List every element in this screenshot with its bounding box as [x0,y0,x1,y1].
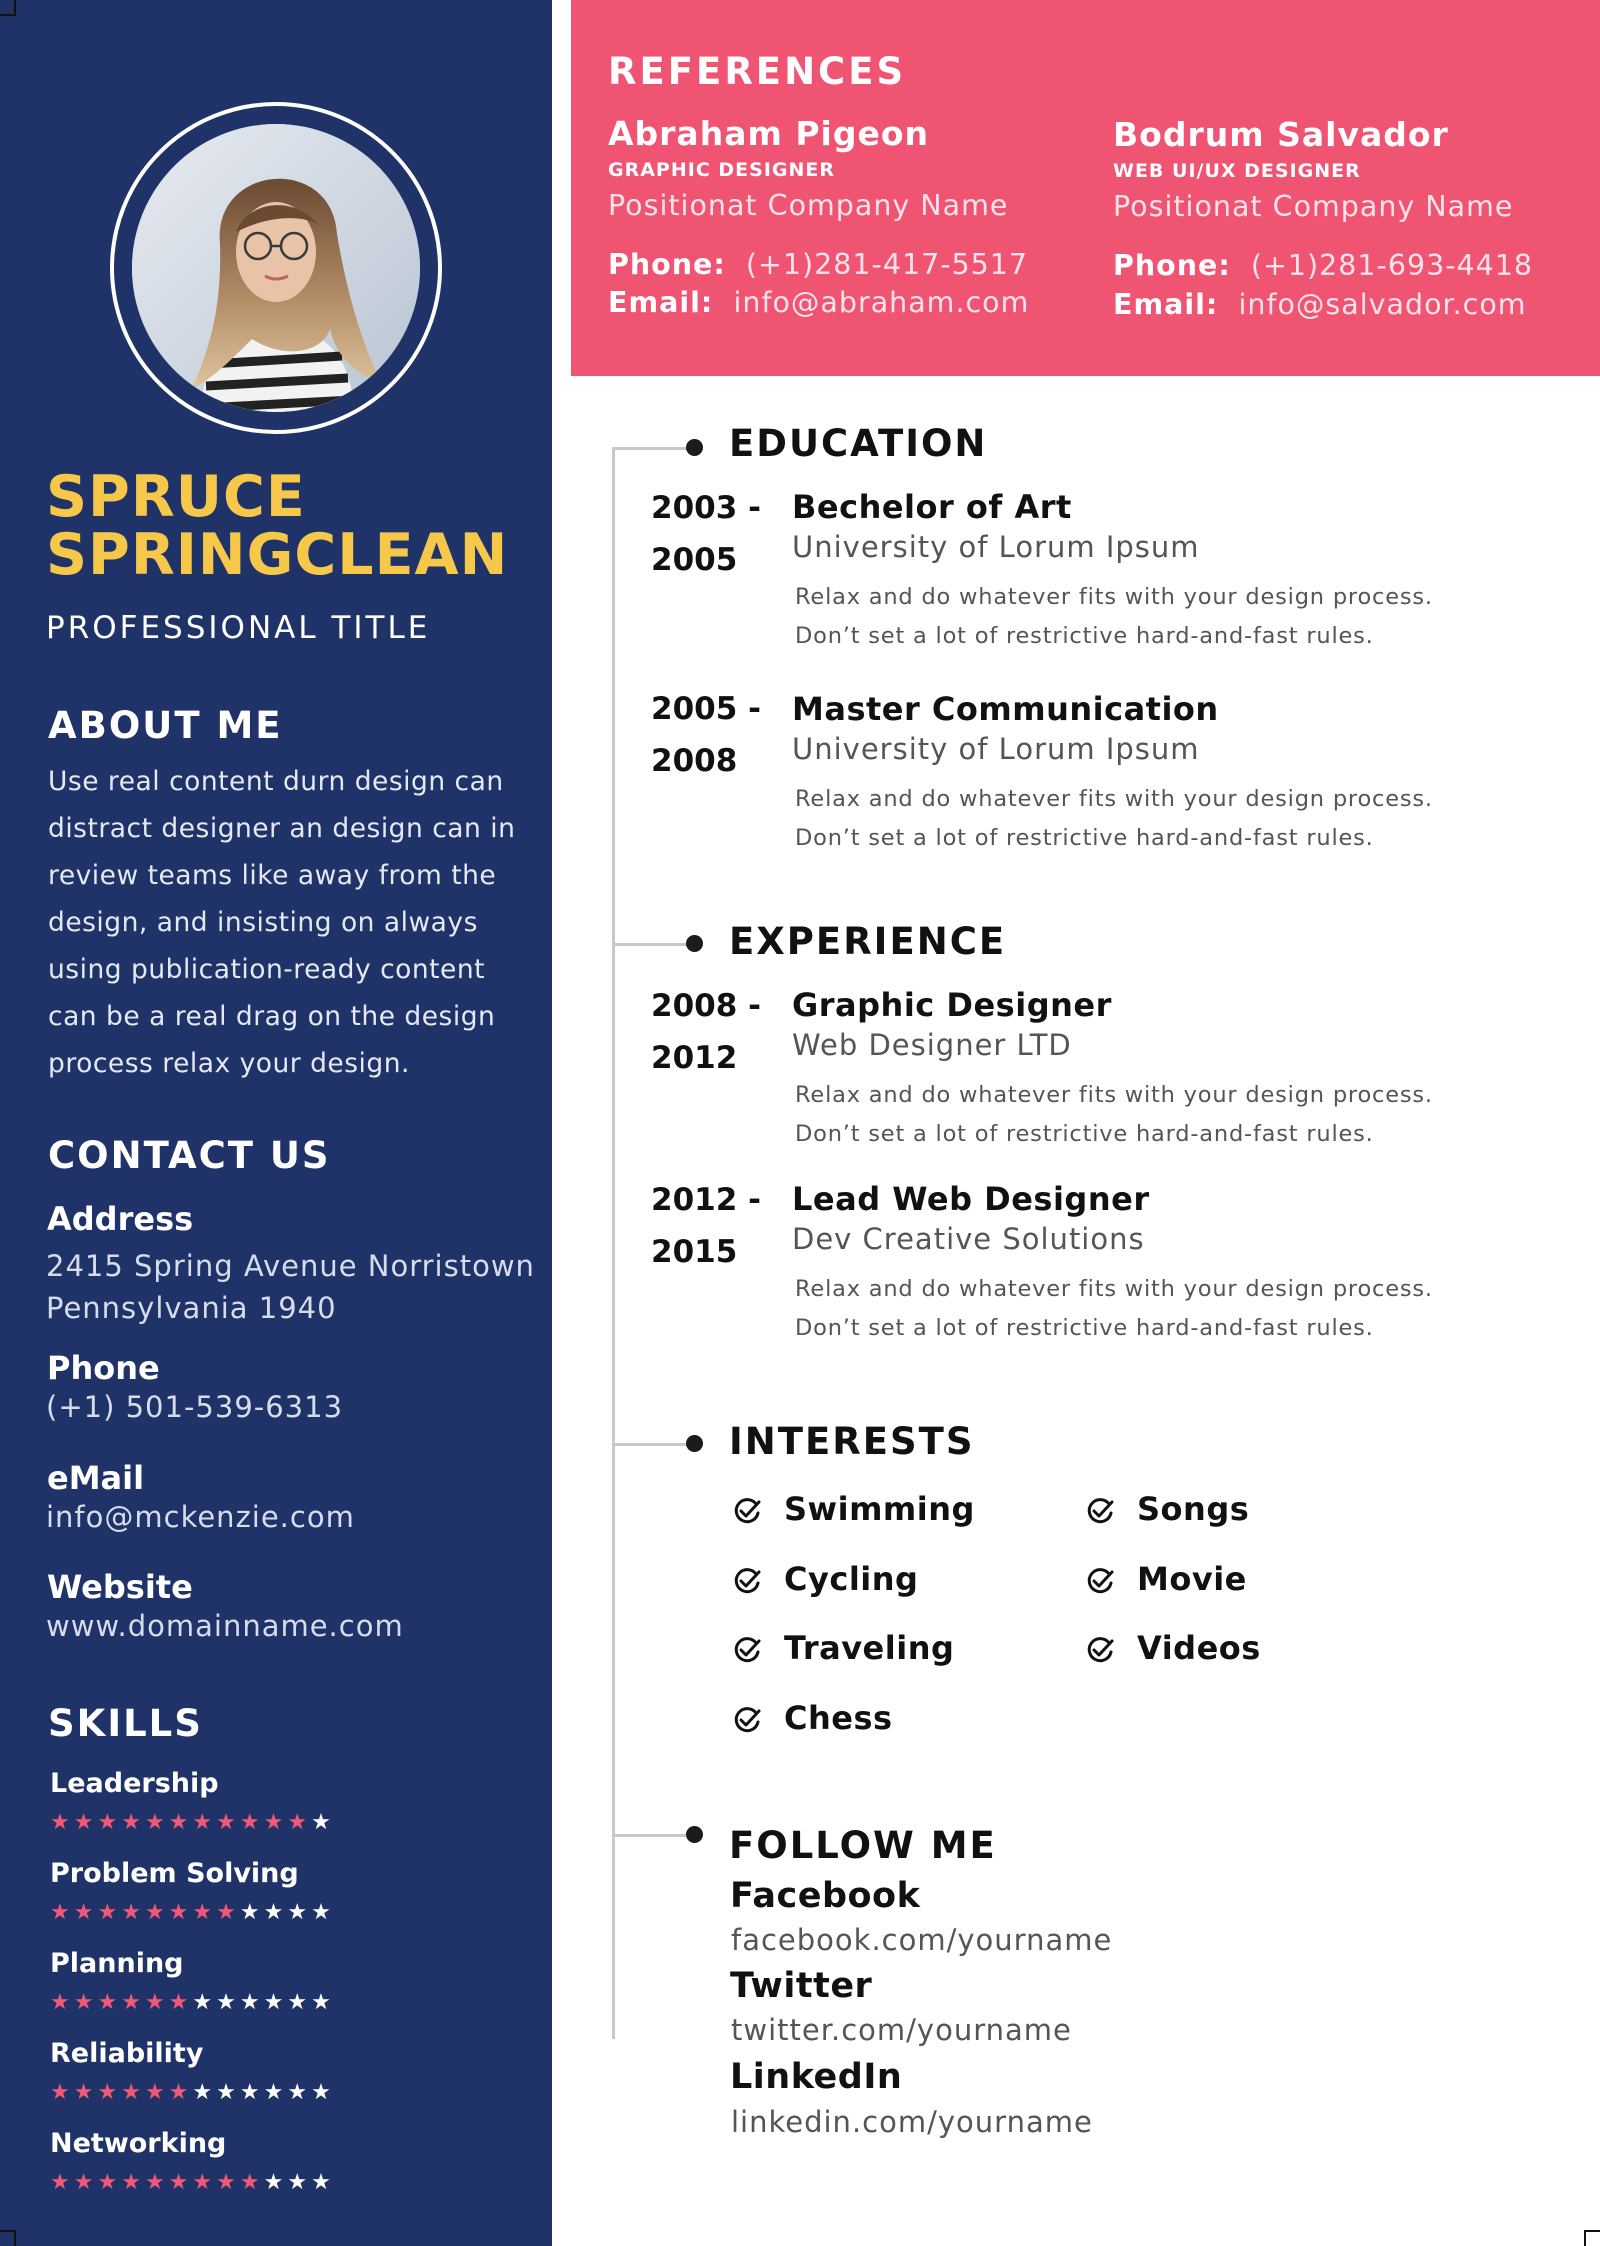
skill-rating-stars [50,1990,335,2015]
skill-label: Leadership [50,1768,219,1799]
star-filled-icon: ★ [121,1810,145,1835]
reference-phone-value: (+1)281-693-4418 [1250,249,1534,282]
star-filled-icon: ★ [263,1810,288,1835]
education-years [651,683,761,787]
education-school: University of Lorum Ipsum [792,530,1200,564]
sidebar [0,0,552,2246]
about-line: can be a real drag on the design [48,1001,496,1032]
profile-name-line1: SPRUCE [46,464,306,530]
star-empty-icon: ★ [311,1990,335,2015]
star-filled-icon: ★ [216,2170,240,2195]
skill-label: Reliability [50,2038,204,2069]
star-empty-icon: ★ [239,1900,264,1925]
year-start: 2005 - [651,691,761,727]
about-line: process relax your design. [48,1048,410,1079]
reference-name: Abraham Pigeon [608,114,930,153]
phone-label: Phone [47,1349,160,1387]
star-filled-icon: ★ [239,2170,264,2195]
follow-heading: FOLLOW ME [729,1824,997,1867]
reference-company: Positionat Company Name [608,189,1009,222]
description-line: Relax and do whatever fits with your design process. [795,1082,1433,1108]
year-start: 2012 - [651,1182,761,1218]
reference-email [608,286,1029,319]
reference-phone-label: Phone: [1113,249,1231,282]
timeline-branch [612,447,694,450]
about-line: using publication-ready content [48,954,486,985]
reference-email-value[interactable]: info@abraham.com [733,286,1030,319]
reference-email [1113,288,1527,321]
check-badge-icon [1085,1496,1115,1526]
experience-years [651,980,761,1084]
description-line: Don’t set a lot of restrictive hard-and-fast rules. [795,1315,1374,1341]
star-empty-icon: ★ [287,2080,312,2105]
about-line: review teams like away from the [48,860,497,891]
check-badge-icon [732,1635,762,1665]
reference-role: GRAPHIC DESIGNER [608,159,835,181]
star-filled-icon: ★ [192,2170,217,2195]
star-filled-icon: ★ [121,1990,145,2015]
avatar-ring [110,102,442,434]
star-empty-icon: ★ [263,1900,288,1925]
star-filled-icon: ★ [50,1990,74,2015]
skill-label: Problem Solving [50,1858,299,1889]
reference-email-value[interactable]: info@salvador.com [1238,288,1527,321]
social-name: Facebook [730,1876,921,1916]
education-heading: EDUCATION [729,422,988,465]
year-start: 2003 - [651,490,761,526]
description-line: Don’t set a lot of restrictive hard-and-fast rules. [795,825,1374,851]
timeline-branch [612,943,694,946]
social-url[interactable]: linkedin.com/yourname [731,2105,1093,2139]
star-empty-icon: ★ [216,2080,240,2105]
references-heading: REFERENCES [608,50,907,93]
skill-rating-stars [50,2170,335,2195]
social-url[interactable]: facebook.com/yourname [731,1923,1113,1957]
contact-heading: CONTACT US [48,1134,331,1177]
about-text [48,758,528,1087]
experience-heading: EXPERIENCE [729,920,1007,963]
star-empty-icon: ★ [287,2170,312,2195]
address-value [46,1245,535,1329]
year-start: 2008 - [651,988,761,1024]
timeline-line [612,447,615,2039]
experience-years [651,1174,761,1278]
star-filled-icon: ★ [168,1810,193,1835]
interest-label: Videos [1137,1629,1261,1667]
reference-phone-label: Phone: [608,248,726,281]
phone-value: (+1) 501-539-6313 [46,1390,344,1424]
star-empty-icon: ★ [192,1990,217,2015]
interest-label: Traveling [784,1629,955,1667]
check-badge-icon [732,1496,762,1526]
star-filled-icon: ★ [216,1900,240,1925]
star-empty-icon: ★ [311,1810,335,1835]
star-empty-icon: ★ [239,1990,264,2015]
timeline-dot-icon [686,439,703,456]
check-badge-icon [732,1705,762,1735]
timeline-dot-icon [686,1435,703,1452]
star-filled-icon: ★ [144,2080,169,2105]
about-line: design, and insisting on always [48,907,478,938]
star-filled-icon: ★ [168,2170,193,2195]
year-end: 2008 [651,743,738,779]
interests-heading: INTERESTS [729,1420,975,1463]
star-filled-icon: ★ [50,1810,74,1835]
star-filled-icon: ★ [168,1990,193,2015]
reference-name: Bodrum Salvador [1113,115,1449,154]
star-empty-icon: ★ [263,2170,288,2195]
social-name: Twitter [730,1966,873,2006]
check-badge-icon [732,1566,762,1596]
star-filled-icon: ★ [121,2170,145,2195]
reference-phone [608,248,1028,281]
star-filled-icon: ★ [239,1810,264,1835]
experience-title: Lead Web Designer [792,1180,1150,1218]
education-years [651,482,761,586]
description-line: Don’t set a lot of restrictive hard-and-fast rules. [795,1121,1374,1147]
description-line: Relax and do whatever fits with your design process. [795,584,1433,610]
star-filled-icon: ★ [97,1900,122,1925]
star-filled-icon: ★ [216,1810,240,1835]
star-empty-icon: ★ [263,2080,288,2105]
social-name: LinkedIn [730,2057,903,2097]
skill-rating-stars [50,1810,335,1835]
star-empty-icon: ★ [239,2080,264,2105]
star-empty-icon: ★ [287,1990,312,2015]
crop-mark-bottom-right [1584,2230,1600,2246]
star-filled-icon: ★ [192,1810,217,1835]
timeline-branch [612,1443,694,1446]
interest-label: Songs [1137,1490,1250,1528]
experience-company: Dev Creative Solutions [792,1222,1145,1256]
reference-email-label: Email: [1113,288,1219,321]
email-label: eMail [47,1459,145,1497]
description-line: Relax and do whatever fits with your design process. [795,1276,1433,1302]
email-value[interactable]: info@mckenzie.com [46,1500,355,1534]
reference-phone [1113,249,1533,282]
check-badge-icon [1085,1635,1115,1665]
star-filled-icon: ★ [168,1900,193,1925]
education-school: University of Lorum Ipsum [792,732,1200,766]
address-line1: 2415 Spring Avenue Norristown [46,1249,535,1283]
timeline-branch [612,1834,694,1837]
experience-description [795,1076,1515,1154]
star-empty-icon: ★ [263,1990,288,2015]
star-filled-icon: ★ [73,1990,98,2015]
star-filled-icon: ★ [97,1990,122,2015]
interest-label: Movie [1137,1560,1247,1598]
description-line: Don’t set a lot of restrictive hard-and-fast rules. [795,623,1374,649]
reference-role: WEB UI/UX DESIGNER [1113,160,1361,182]
interest-label: Cycling [784,1560,919,1598]
website-label: Website [47,1568,193,1606]
address-line2: Pennsylvania 1940 [46,1291,337,1325]
profile-name [46,464,509,588]
star-filled-icon: ★ [50,2080,74,2105]
description-line: Relax and do whatever fits with your design process. [795,786,1433,812]
star-empty-icon: ★ [311,1900,335,1925]
check-badge-icon [1085,1566,1115,1596]
star-filled-icon: ★ [144,1810,169,1835]
star-filled-icon: ★ [73,2080,98,2105]
education-title: Master Communication [792,690,1219,728]
year-end: 2012 [651,1040,738,1076]
experience-company: Web Designer LTD [792,1028,1072,1062]
skill-rating-stars [50,2080,335,2105]
about-line: distract designer an design can in [48,813,516,844]
skill-label: Planning [50,1948,184,1979]
experience-description [795,1270,1515,1348]
star-filled-icon: ★ [73,2170,98,2195]
address-label: Address [47,1200,194,1238]
star-filled-icon: ★ [144,1990,169,2015]
references-panel [571,0,1600,376]
reference-company: Positionat Company Name [1113,190,1514,223]
star-filled-icon: ★ [121,2080,145,2105]
star-empty-icon: ★ [192,2080,217,2105]
professional-title: PROFESSIONAL TITLE [46,610,431,646]
profile-name-line2: SPRINGCLEAN [46,522,509,588]
star-empty-icon: ★ [216,1990,240,2015]
year-end: 2015 [651,1234,738,1270]
avatar-illustration [132,124,420,412]
star-filled-icon: ★ [73,1900,98,1925]
website-value[interactable]: www.domainname.com [46,1609,404,1643]
reference-phone-value: (+1)281-417-5517 [745,248,1029,281]
timeline-dot-icon [686,935,703,952]
skills-heading: SKILLS [48,1702,203,1745]
star-empty-icon: ★ [311,2080,335,2105]
star-filled-icon: ★ [97,2170,122,2195]
star-filled-icon: ★ [144,2170,169,2195]
star-filled-icon: ★ [97,2080,122,2105]
star-filled-icon: ★ [168,2080,193,2105]
education-description [795,578,1515,656]
crop-mark-bottom-left [0,2230,16,2246]
skill-label: Networking [50,2128,227,2159]
star-filled-icon: ★ [50,1900,74,1925]
about-heading: ABOUT ME [48,704,283,747]
avatar [132,124,420,412]
interest-label: Chess [784,1699,893,1737]
star-filled-icon: ★ [192,1900,217,1925]
interest-label: Swimming [784,1490,975,1528]
education-title: Bechelor of Art [792,488,1072,526]
star-filled-icon: ★ [121,1900,145,1925]
education-description [795,780,1515,858]
skill-rating-stars [50,1900,335,1925]
star-empty-icon: ★ [311,2170,335,2195]
star-filled-icon: ★ [287,1810,312,1835]
crop-mark-top-left [0,0,16,16]
social-url[interactable]: twitter.com/yourname [731,2013,1072,2047]
star-filled-icon: ★ [144,1900,169,1925]
year-end: 2005 [651,542,738,578]
star-filled-icon: ★ [73,1810,98,1835]
about-line: Use real content durn design can [48,766,504,797]
experience-title: Graphic Designer [792,986,1112,1024]
reference-email-label: Email: [608,286,714,319]
star-empty-icon: ★ [287,1900,312,1925]
star-filled-icon: ★ [97,1810,122,1835]
timeline-dot-icon [686,1826,703,1843]
star-filled-icon: ★ [50,2170,74,2195]
